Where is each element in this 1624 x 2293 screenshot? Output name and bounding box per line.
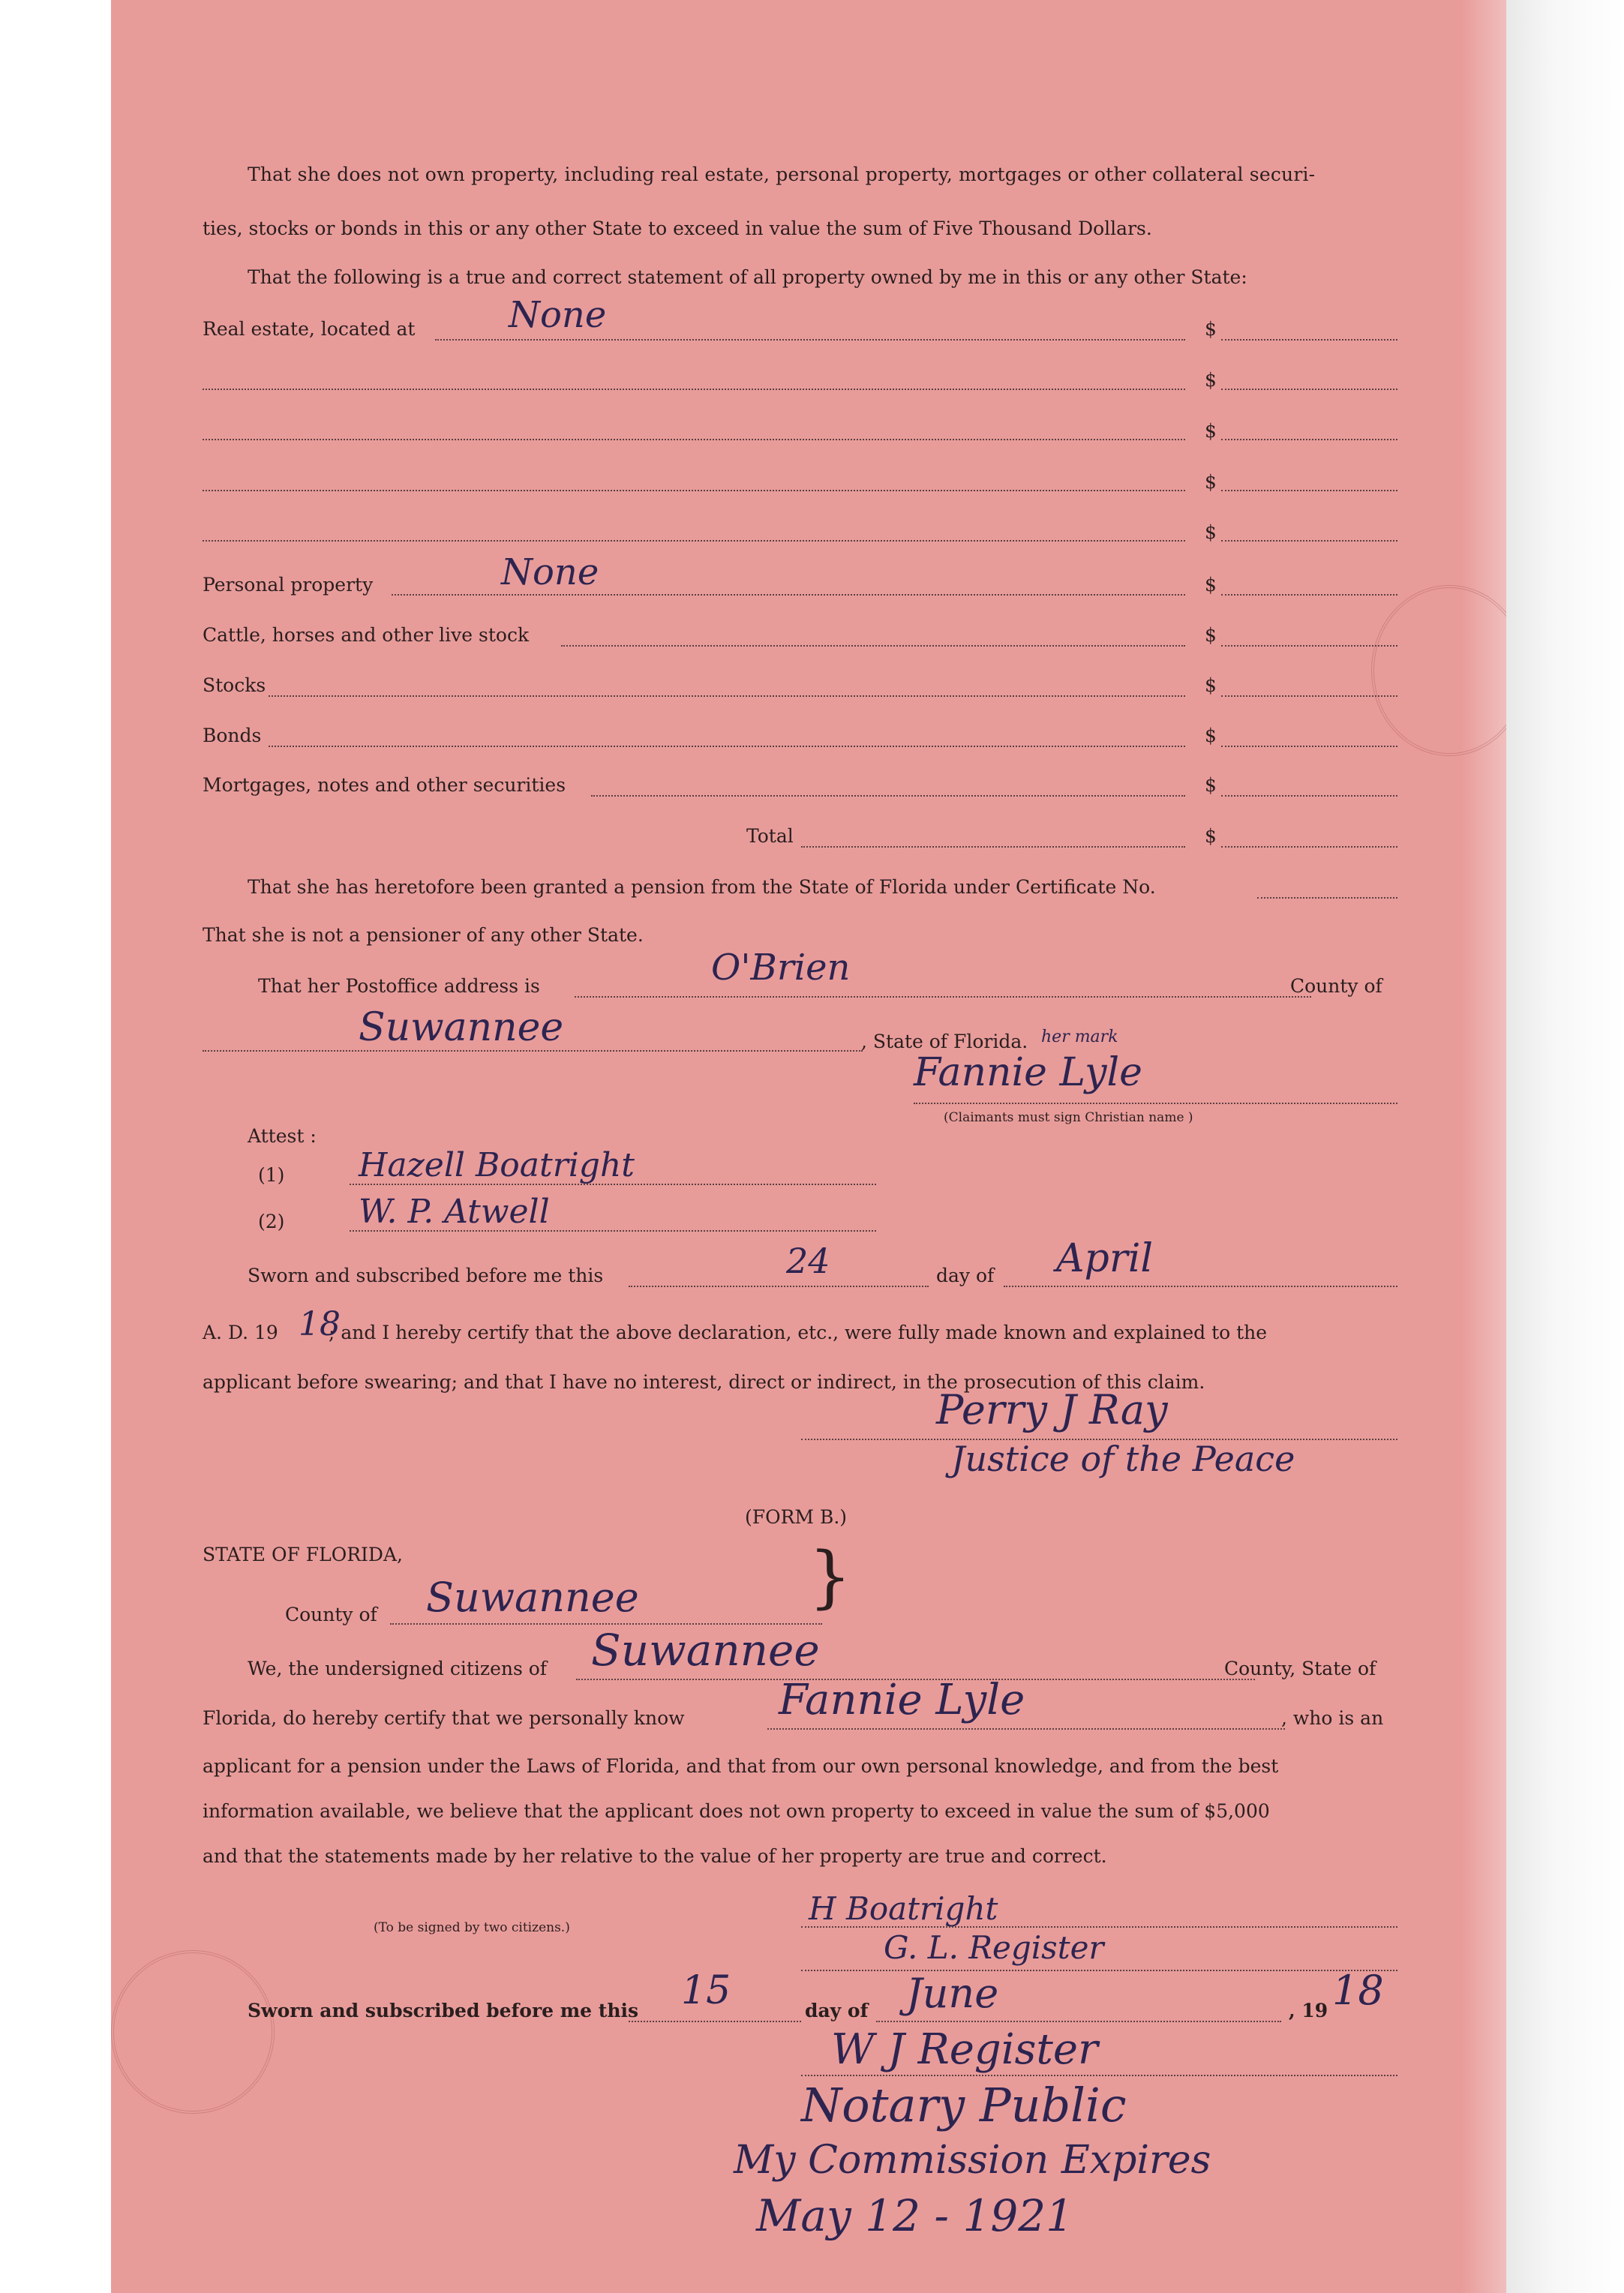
para1-line1: That she does not own property, including real estate, personal property, mortgages or other collateral securi- [248, 164, 1316, 185]
dollar-sign: $ [1205, 624, 1217, 646]
dollar-sign: $ [1205, 369, 1217, 391]
total-line [801, 846, 1185, 848]
county-of-label: County of [1290, 975, 1382, 997]
sworn-2-label: Sworn and subscribed before me this [248, 2000, 639, 2021]
real-estate-line-5 [203, 540, 1185, 542]
amount-line [1221, 389, 1397, 390]
mortgages-line [591, 795, 1185, 797]
pension-granted: That she has heretofore been granted a pension from the State of Florida under Certificate No. [248, 876, 1156, 898]
two-citizens-note: (To be signed by two citizens.) [374, 1920, 570, 1935]
attest-label: Attest : [248, 1125, 317, 1147]
amount-line [1221, 645, 1397, 647]
claimant-line [914, 1103, 1397, 1104]
real-estate-line [435, 339, 1185, 341]
amount-line [1221, 594, 1397, 596]
form-b-heading: (FORM B.) [745, 1506, 848, 1528]
bonds-label: Bonds [203, 725, 262, 746]
sworn-2-day-line [629, 2021, 801, 2022]
para1-line2: ties, stocks or bonds in this or any other State to exceed in value the sum of Five Thousand Dollars. [203, 218, 1152, 239]
claimant-caption: (Claimants must sign Christian name ) [944, 1110, 1193, 1125]
cert-line4: and that the statements made by her relative to the value of her property are true and correct. [203, 1845, 1107, 1867]
commission-line2: May 12 - 1921 [756, 2190, 1074, 2241]
sworn-2-day: 15 [681, 1968, 731, 2013]
sworn-1-day: 24 [786, 1241, 830, 1281]
county-label: County of [285, 1604, 377, 1625]
dollar-sign: $ [1205, 825, 1217, 847]
notary-title: Notary Public [801, 2078, 1127, 2132]
citizen-2-signature: G. L. Register [884, 1929, 1104, 1966]
certificate-line [1257, 897, 1397, 899]
postoffice-label: That her Postoffice address is [258, 975, 540, 997]
amount-line [1221, 746, 1397, 747]
cattle-label: Cattle, horses and other live stock [203, 624, 530, 646]
attest-1-signature: Hazell Boatright [359, 1146, 635, 1184]
sworn-2-year: 18 [1332, 1967, 1384, 2014]
dollar-sign: $ [1205, 674, 1217, 696]
cert-line2: applicant for a pension under the Laws of Florida, and that from our own personal knowledge, and from the best [203, 1755, 1279, 1777]
notary-line [801, 2075, 1397, 2076]
real-estate-value: None [509, 294, 607, 336]
day-of-label-2: day of [805, 2000, 869, 2021]
cattle-line [561, 645, 1185, 647]
dollar-sign: $ [1205, 420, 1217, 442]
official-title: Justice of the Peace [951, 1439, 1295, 1479]
certify-line2: applicant before swearing; and that I have no interest, direct or indirect, in the prosecution of this claim. [203, 1371, 1205, 1393]
attest-2-signature: W. P. Atwell [359, 1193, 550, 1231]
dollar-sign: $ [1205, 318, 1217, 340]
personal-property-value: None [501, 551, 599, 593]
amount-line [1221, 490, 1397, 491]
sworn-2-month-line [876, 2021, 1281, 2022]
personal-property-line [392, 594, 1185, 596]
county-b-value: Suwannee [426, 1574, 639, 1621]
embossed-seal [111, 1950, 275, 2114]
real-estate-amount-line [1221, 339, 1397, 341]
real-estate-line-2 [203, 389, 1185, 390]
florida-certify: Florida, do hereby certify that we personally know [203, 1707, 685, 1729]
attest-1-line [350, 1184, 876, 1185]
personal-property-label: Personal property [203, 574, 374, 596]
ad-year: 18 [299, 1305, 341, 1343]
not-pensioner: That she is not a pensioner of any other State. [203, 924, 644, 946]
real-estate-line-3 [203, 439, 1185, 440]
embossed-seal [1371, 585, 1506, 756]
document-page [111, 0, 1506, 2293]
notary-signature: W J Register [831, 2025, 1098, 2074]
total-label: Total [746, 825, 794, 847]
amount-line [1221, 439, 1397, 440]
citizen-2-line [801, 1970, 1397, 1971]
amount-line [1221, 695, 1397, 697]
mortgages-label: Mortgages, notes and other securities [203, 774, 566, 796]
state-of-florida-label: , State of Florida. [861, 1031, 1028, 1052]
county-line [203, 1050, 863, 1052]
claimant-signature: Fannie Lyle [914, 1050, 1142, 1095]
para2: That the following is a true and correct statement of all property owned by me in this or any other State: [248, 266, 1247, 288]
real-estate-line-4 [203, 490, 1185, 491]
citizens-label: We, the undersigned citizens of [248, 1658, 548, 1679]
bonds-line [269, 746, 1185, 747]
dollar-sign: $ [1205, 774, 1217, 796]
sworn-1-day-line [629, 1286, 929, 1287]
amount-line [1221, 795, 1397, 797]
year-prefix: , 19 [1289, 2000, 1328, 2021]
ad-label: A. D. 19 [203, 1322, 278, 1343]
attest-2-num: (2) [258, 1211, 285, 1232]
citizens-county: Suwannee [591, 1625, 820, 1676]
applicant-line [767, 1728, 1285, 1730]
protective-sleeve-edge [1506, 0, 1624, 2293]
dollar-sign: $ [1205, 471, 1217, 493]
official-signature: Perry J Ray [936, 1386, 1168, 1433]
applicant-name: Fannie Lyle [779, 1676, 1025, 1724]
sworn-1-month-line [1004, 1286, 1397, 1287]
county-value: Suwannee [359, 1005, 564, 1050]
dollar-sign: $ [1205, 574, 1217, 596]
who-is-an: , who is an [1281, 1707, 1384, 1729]
stocks-label: Stocks [203, 674, 266, 696]
postoffice-line [575, 996, 1311, 998]
sworn-1-month: April [1056, 1236, 1153, 1281]
state-heading: STATE OF FLORIDA, [203, 1544, 403, 1565]
amount-line [1221, 846, 1397, 848]
attest-2-line [350, 1230, 876, 1232]
dollar-sign: $ [1205, 521, 1217, 543]
attest-1-num: (1) [258, 1164, 285, 1186]
county-state-of: County, State of [1224, 1658, 1376, 1679]
page-fold-shade [1461, 0, 1506, 2293]
sworn-2-month: June [906, 1970, 999, 2017]
dollar-sign: $ [1205, 725, 1217, 746]
cert-line3: information available, we believe that the applicant does not own property to exceed in value the sum of $5,000 [203, 1800, 1270, 1822]
citizen-1-line [801, 1926, 1397, 1928]
citizen-1-signature: H Boatright [809, 1890, 998, 1927]
sworn-1-label: Sworn and subscribed before me this [248, 1265, 604, 1286]
real-estate-label: Real estate, located at [203, 318, 416, 340]
amount-line [1221, 540, 1397, 542]
county-brace: } [809, 1538, 852, 1616]
commission-line1: My Commission Expires [734, 2138, 1211, 2183]
claimant-mark-note: her mark [1041, 1028, 1118, 1046]
certify-rest: ; and I hereby certify that the above declaration, etc., were fully made known and explained to the [329, 1322, 1268, 1343]
day-of-label: day of [936, 1265, 995, 1286]
postoffice-value: O'Brien [711, 947, 851, 989]
stocks-line [269, 695, 1185, 697]
